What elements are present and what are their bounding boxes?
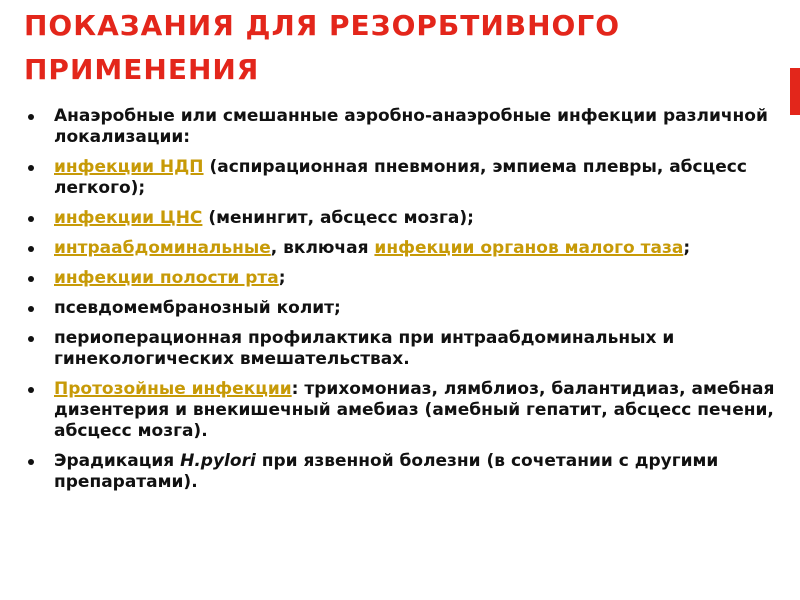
bullet-dot-icon [28, 114, 34, 120]
link-intraabdominal[interactable]: интраабдоминальные [54, 238, 271, 258]
bullet-item-intraabdominal [24, 238, 784, 259]
bullet-dot-icon [28, 336, 34, 342]
bullet-dot-icon [28, 276, 34, 282]
link-ndp-infections[interactable]: инфекции НДП [54, 157, 204, 177]
bullet-text: , включая [270, 238, 375, 258]
bullet-item-cns [24, 208, 784, 229]
bullet-dot-icon [28, 246, 34, 252]
bullet-text: ; [278, 268, 286, 288]
bullet-text: : трихомониаз, лямблиоз, балантидиаз, амебная дизентерия и внекишечный амебиаз (амебный гепатит, абсцесс печени, абсцесс мозга). [54, 379, 775, 441]
bullet-text: Эрадикация [54, 451, 181, 471]
bullet-dot-icon [28, 306, 34, 312]
corner-accent-bar [790, 68, 800, 115]
bullet-text: при язвенной болезни (в сочетании с другими препаратами). [54, 451, 719, 492]
bullet-text: псевдомембранозный колит; [54, 298, 341, 318]
bullet-item-eradication [24, 451, 784, 493]
bullet-item-ndp [24, 157, 784, 199]
bullet-item-protozoal [24, 379, 784, 442]
bullet-item-colitis [24, 298, 784, 319]
link-cns-infections[interactable]: инфекции ЦНС [54, 208, 203, 228]
bullet-text-italic: H.pylori [180, 451, 256, 471]
bullet-text: (менингит, абсцесс мозга); [202, 208, 474, 228]
link-oral-infections[interactable]: инфекции полости рта [54, 268, 279, 288]
slide-title: ПОКАЗАНИЯ ДЛЯ РЕЗОРБТИВНОГО ПРИМЕНЕНИЯ [24, 9, 620, 86]
bullet-text: (аспирационная пневмония, эмпиема плевры, абсцесс легкого); [54, 157, 747, 198]
bullet-item-anaerobic [24, 106, 784, 148]
bullet-item-oral [24, 268, 784, 289]
slide-margin [0, 0, 14, 600]
bullet-dot-icon [28, 459, 34, 465]
link-protozoal-infections[interactable]: Протозойные инфекции [54, 379, 292, 399]
bullet-text: ; [683, 238, 691, 258]
bullet-dot-icon [28, 387, 34, 393]
bullet-dot-icon [28, 216, 34, 222]
bullet-text: периоперационная профилактика при интраабдоминальных и гинекологических вмешательствах. [54, 328, 675, 369]
bullet-list [24, 106, 784, 502]
bullet-text: Анаэробные или смешанные аэробно-анаэробные инфекции различной локализации: [54, 106, 768, 147]
link-pelvic-infections[interactable]: инфекции органов малого таза [374, 238, 684, 258]
bullet-dot-icon [28, 165, 34, 171]
bullet-item-prophylaxis [24, 328, 784, 370]
